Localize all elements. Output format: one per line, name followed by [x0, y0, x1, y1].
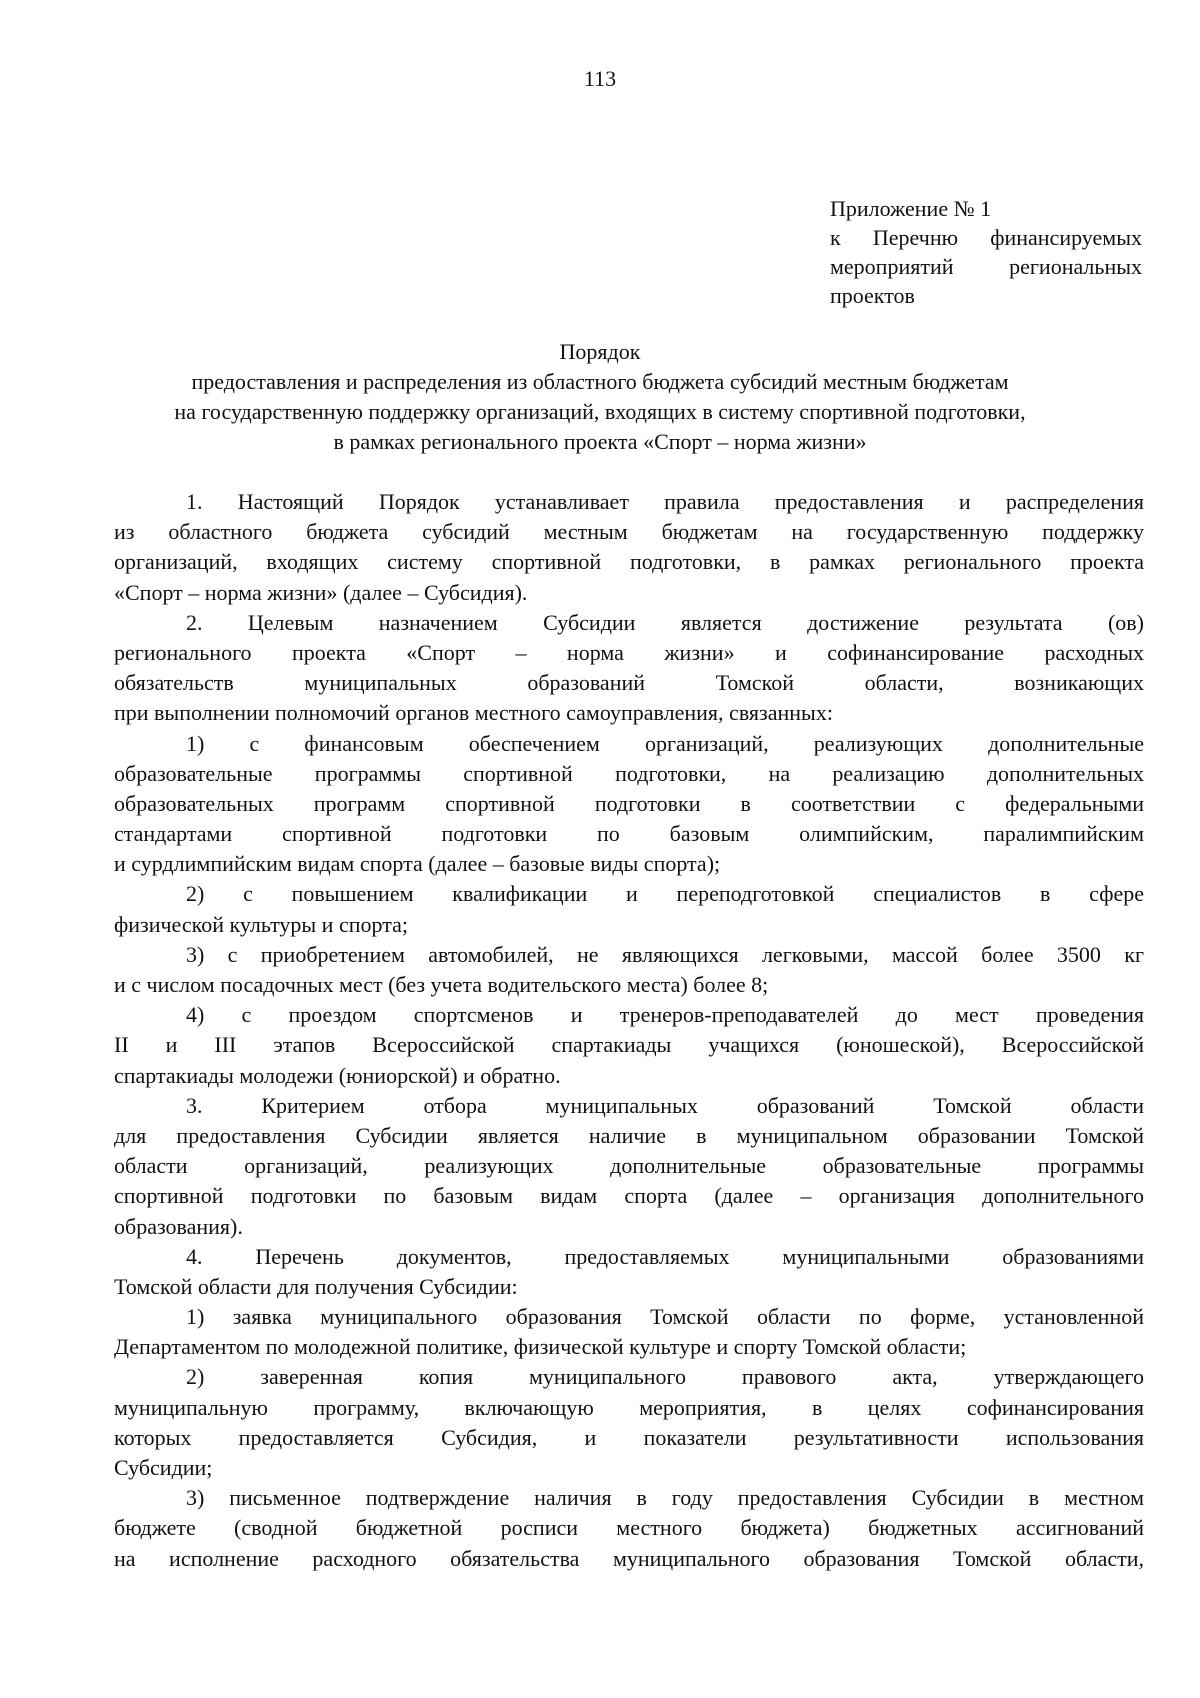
- appendix-line: мероприятий региональных: [830, 254, 1142, 279]
- appendix-line: проектов: [830, 283, 915, 308]
- paragraph-line: области организаций, реализующих дополнительные образовательные программы: [114, 1153, 1144, 1179]
- paragraph-line: 4. Перечень документов, предоставляемых муниципальными образованиями: [186, 1243, 1144, 1269]
- appendix-line: к Перечню финансируемых: [830, 225, 1142, 250]
- paragraph-line: и с числом посадочных мест (без учета водительского места) более 8;: [114, 972, 769, 997]
- paragraph-line: 2) заверенная копия муниципального правового акта, утверждающего: [186, 1364, 1144, 1390]
- paragraph-line: и сурдлимпийским видам спорта (далее – базовые виды спорта);: [114, 851, 721, 877]
- paragraph-line: Департаментом по молодежной политике, физической культуре и спорту Томской области;: [114, 1334, 967, 1360]
- paragraph-line: образования).: [114, 1213, 243, 1239]
- paragraph-line: стандартами спортивной подготовки по базовым олимпийским, паралимпийским: [114, 821, 1144, 847]
- paragraph-line: образовательные программы спортивной подготовки, на реализацию дополнительных: [114, 760, 1144, 786]
- title-line: на государственную поддержку организаций, входящих в систему спортивной подготовки,: [174, 399, 1026, 424]
- paragraph-line: 2. Целевым назначением Субсидии является достижение результата (ов): [186, 609, 1144, 635]
- page-number: 113: [583, 66, 617, 91]
- title-line: в рамках регионального проекта «Спорт – норма жизни»: [333, 429, 867, 454]
- paragraph-line: образовательных программ спортивной подготовки в соответствии с федеральными: [114, 790, 1144, 816]
- paragraph-line: спортивной подготовки по базовым видам спорта (далее – организация дополнительного: [114, 1183, 1144, 1209]
- paragraph-line: организаций, входящих систему спортивной подготовки, в рамках регионального проекта: [114, 549, 1144, 575]
- appendix-header: [830, 194, 1142, 310]
- appendix-line: Приложение № 1: [830, 196, 992, 221]
- paragraph-line: из областного бюджета субсидий местным бюджетам на государственную поддержку: [114, 519, 1144, 545]
- paragraph-line: Томской области для получения Субсидии:: [114, 1273, 518, 1299]
- paragraph-line: 3. Критерием отбора муниципальных образований Томской области: [186, 1092, 1144, 1118]
- paragraph-line: 1) с финансовым обеспечением организаций, реализующих дополнительные: [186, 730, 1144, 756]
- paragraph-line: 3) с приобретением автомобилей, не являющихся легковыми, массой более 3500 кг: [186, 941, 1144, 967]
- paragraph-line: которых предоставляется Субсидия, и показатели результативности использования: [114, 1424, 1144, 1450]
- paragraph-line: «Спорт – норма жизни» (далее – Субсидия).: [114, 579, 528, 605]
- paragraph-line: муниципальную программу, включающую мероприятия, в целях софинансирования: [114, 1394, 1144, 1420]
- paragraph-line: 1. Настоящий Порядок устанавливает правила предоставления и распределения: [186, 489, 1144, 514]
- paragraph-line: спартакиады молодежи (юниорской) и обратно.: [114, 1062, 561, 1088]
- paragraph-line: 3) письменное подтверждение наличия в году предоставления Субсидии в местном: [186, 1485, 1144, 1511]
- paragraph-line: физической культуры и спорта;: [114, 911, 408, 937]
- paragraph-line: регионального проекта «Спорт – норма жизни» и софинансирование расходных: [114, 639, 1144, 665]
- paragraph-line: 2) с повышением квалификации и переподготовкой специалистов в сфере: [186, 881, 1144, 907]
- paragraph-line: II и III этапов Всероссийской спартакиады учащихся (юношеской), Всероссийской: [114, 1032, 1144, 1058]
- document-title: [0, 337, 1200, 457]
- paragraph-line: 1) заявка муниципального образования Томской области по форме, установленной: [186, 1304, 1144, 1330]
- paragraph-line: обязательств муниципальных образований Томской области, возникающих: [114, 670, 1144, 696]
- paragraph-line: бюджете (сводной бюджетной росписи местного бюджета) бюджетных ассигнований: [114, 1515, 1144, 1541]
- paragraph-line: при выполнении полномочий органов местного самоуправления, связанных:: [114, 700, 833, 726]
- document-body: [114, 487, 1144, 1574]
- paragraph-line: Субсидии;: [114, 1455, 213, 1480]
- title-line: предоставления и распределения из областного бюджета субсидий местным бюджетам: [191, 369, 1009, 394]
- paragraph-line: на исполнение расходного обязательства муниципального образования Томской области,: [114, 1545, 1144, 1571]
- title-heading: Порядок: [559, 339, 641, 364]
- paragraph-line: для предоставления Субсидии является наличие в муниципальном образовании Томской: [114, 1122, 1144, 1148]
- paragraph-line: 4) с проездом спортсменов и тренеров-преподавателей до мест проведения: [186, 1002, 1144, 1028]
